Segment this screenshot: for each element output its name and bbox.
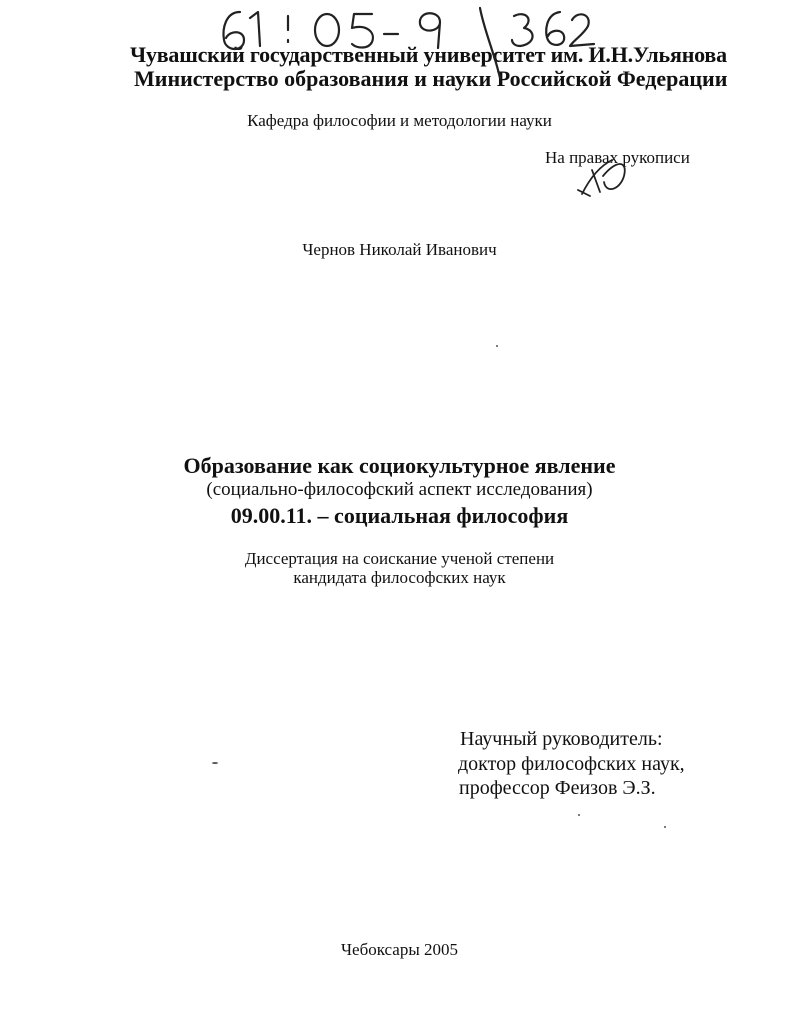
- thesis-title: Образование как социокультурное явление: [183, 453, 616, 478]
- university-name: Чувашский государственный университет им. И.Н.Ульянова: [130, 42, 727, 67]
- degree-line-2: кандидата философских наук: [293, 568, 506, 587]
- degree-line-1: Диссертация на соискание ученой степени: [244, 549, 555, 568]
- scan-speck: [664, 826, 666, 828]
- supervisor-name: профессор Феизов Э.З.: [459, 777, 656, 799]
- supervisor-label: Научный руководитель:: [460, 728, 663, 750]
- ministry-name: Министерство образования и науки Российской Федерации: [134, 66, 728, 91]
- manuscript-rights-note: На правах рукописи: [545, 148, 690, 167]
- scan-speck: [496, 345, 498, 347]
- scan-speck: [212, 762, 218, 764]
- scan-speck: [578, 814, 580, 816]
- supervisor-degree: доктор философских наук,: [458, 753, 685, 775]
- author-name: Чернов Николай Иванович: [302, 240, 497, 259]
- city-year: Чебоксары 2005: [340, 940, 459, 959]
- thesis-aspect: (социально-философский аспект исследования): [206, 479, 593, 500]
- thesis-specialty: 09.00.11. – социальная философия: [230, 503, 569, 528]
- department-name: Кафедра философии и методологии науки: [247, 111, 552, 130]
